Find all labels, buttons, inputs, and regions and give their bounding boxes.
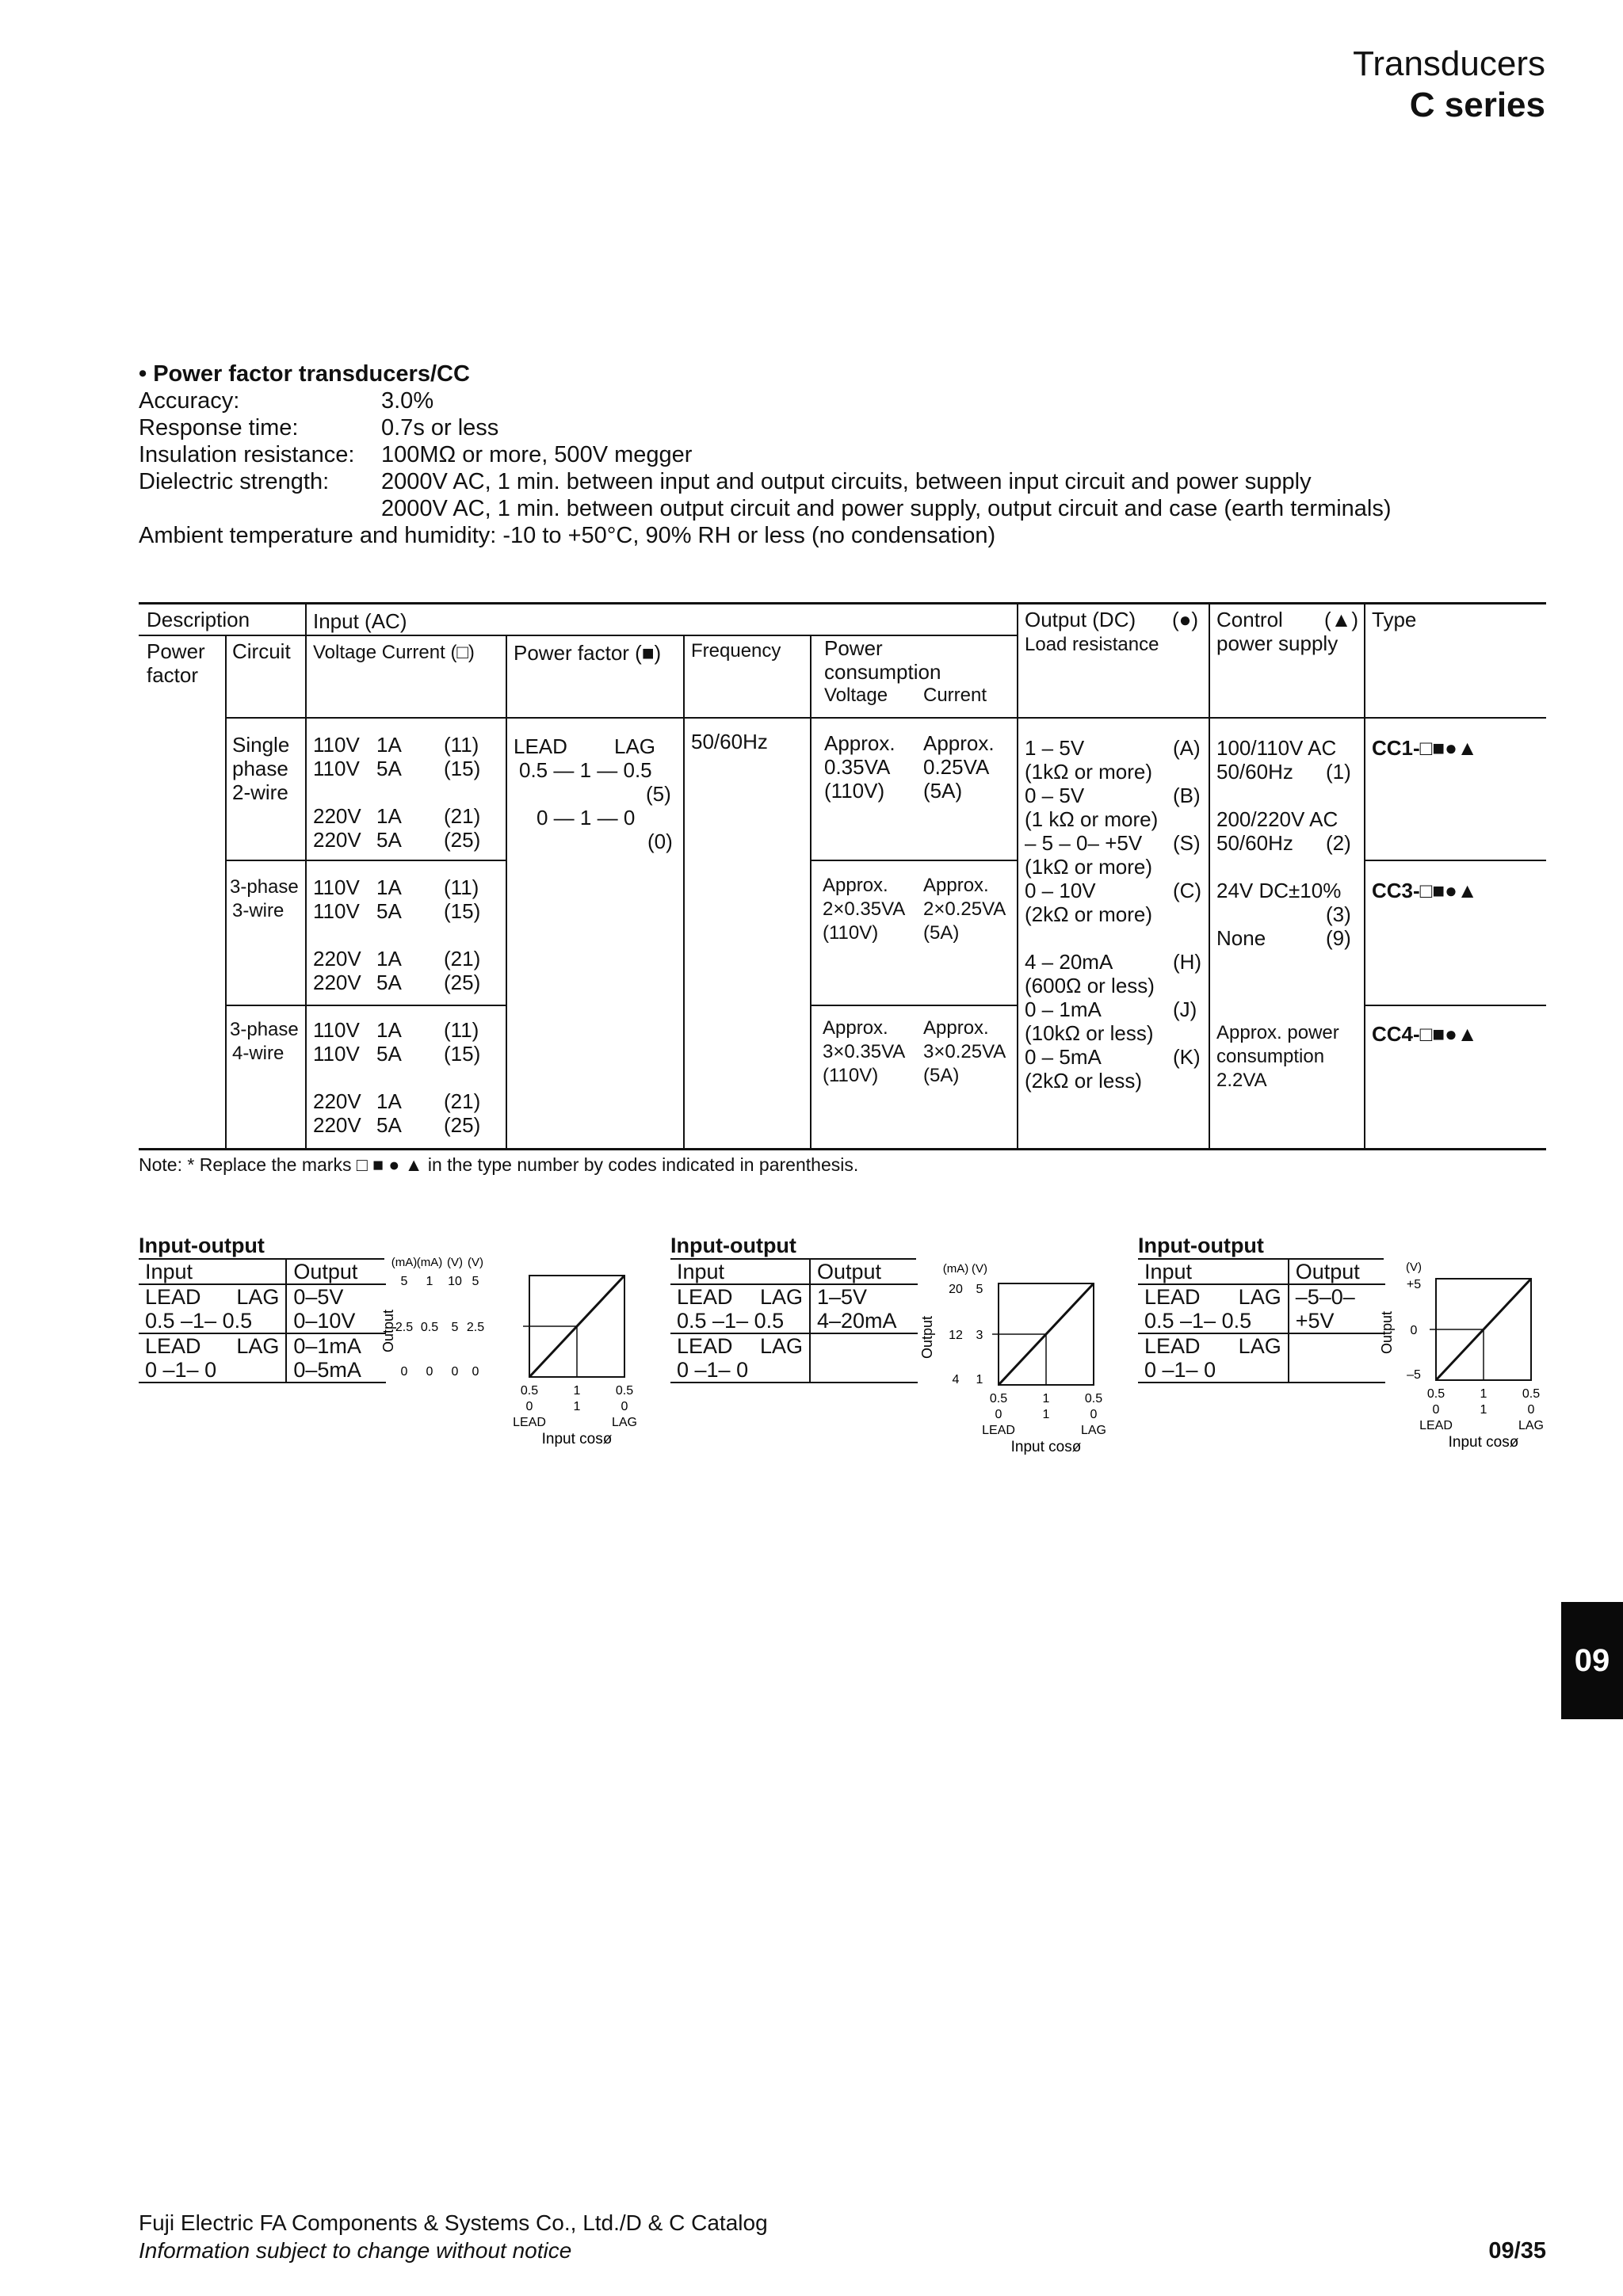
io-table-header (139, 1260, 386, 1284)
io-lead: LEAD (145, 1285, 201, 1309)
graph-tick-label: 5 (976, 1283, 983, 1296)
graph-unit-label: (mA) (391, 1256, 418, 1269)
io-graph-1 (380, 1255, 650, 1447)
vc-current: 1A (376, 733, 402, 757)
pc-cell: (5A) (923, 779, 963, 803)
graph-unit-label: (V) (447, 1256, 463, 1269)
spec-block (139, 360, 1565, 549)
io-input-cell: 0 –1– 0 (139, 1358, 286, 1383)
pf-range-1: 0.5 — 1 — 0.5 (519, 758, 652, 782)
vc-current: 5A (376, 1042, 402, 1066)
rule (810, 1005, 1017, 1006)
output-range: (1kΩ or more) (1025, 760, 1153, 784)
graph-unit-label: (mA) (416, 1256, 443, 1269)
graph-xlabel: Input cosø (1010, 1439, 1082, 1455)
pc-cell: Approx. (823, 875, 888, 896)
rule (506, 636, 507, 1148)
output-code: (C) (1173, 879, 1202, 902)
pf-lead: LEAD (514, 734, 567, 758)
graph-x-lead: LEAD (513, 1416, 546, 1429)
vc-current: 5A (376, 757, 402, 780)
control-code: (1) (1326, 760, 1351, 784)
header-series: C series (1409, 86, 1545, 124)
vc-current: 1A (376, 1089, 402, 1113)
page-number: 09/35 (1488, 2238, 1546, 2264)
th-power-supply: power supply (1216, 631, 1338, 655)
spec-value: 3.0% (381, 388, 434, 414)
vc-current: 1A (376, 947, 402, 971)
io-row (1138, 1358, 1385, 1383)
vc-code: (25) (444, 828, 481, 852)
th-pc-current: Current (923, 685, 987, 706)
graph-tick-label: 1 (976, 1373, 983, 1386)
spec-accuracy (139, 387, 1565, 414)
rule (1364, 860, 1546, 861)
rule (683, 636, 685, 1148)
vc-code: (15) (444, 757, 481, 780)
output-range: 4 – 20mA (1025, 950, 1113, 974)
pc-cell: (5A) (923, 922, 960, 944)
graph-ylabel: Output (1379, 1310, 1395, 1355)
pf-range-2: 0 — 1 — 0 (537, 806, 636, 830)
graph-xlabel: Input cosø (541, 1431, 613, 1447)
io-input-cell (1138, 1333, 1289, 1358)
output-range: 0 – 5mA (1025, 1045, 1102, 1069)
io-row (1138, 1309, 1385, 1333)
graph-x-lag: LAG (1518, 1419, 1545, 1432)
io-title: Input-output (1138, 1233, 1384, 1260)
io-graph-3 (1379, 1260, 1561, 1451)
graph-tick-label: 0 (451, 1365, 459, 1379)
circuit-name: phase (232, 757, 288, 780)
graph-tick-label: 3 (976, 1329, 983, 1342)
io-output-cell (1289, 1358, 1385, 1383)
vc-current: 1A (376, 875, 402, 899)
vc-code: (21) (444, 947, 481, 971)
io-output-cell: 0–10V (286, 1309, 386, 1333)
th-pc-voltage: Voltage (824, 685, 888, 706)
spec-response (139, 414, 1565, 441)
th-circuit: Circuit (232, 639, 291, 663)
graph-tick-label: 0 (400, 1365, 408, 1379)
graph-x-tick: 0.5 (615, 1384, 634, 1398)
graph-x-tick: 1 (1480, 1387, 1487, 1401)
graph-x-tick: 0.5 (1084, 1392, 1103, 1405)
io-row (670, 1309, 918, 1333)
vc-voltage: 110V (313, 757, 360, 780)
spec-label: Dielectric strength: (139, 469, 330, 494)
output-range: 0 – 1mA (1025, 997, 1102, 1021)
type-code: CC3-□■●▲ (1372, 879, 1478, 902)
graph-ylabel: Output (380, 1309, 396, 1353)
io-output-cell: 0–5V (293, 1285, 344, 1309)
vc-voltage: 220V (313, 971, 361, 994)
footer-company: Fuji Electric FA Components & Systems Co., Ltd./D & C Catalog (139, 2210, 768, 2235)
rule (225, 717, 1546, 719)
spec-value: 2000V AC, 1 min. between input and output circuits, between input circuit and power supply (381, 469, 1312, 494)
control-text: 24V DC±10% (1216, 879, 1342, 902)
rule (810, 636, 812, 1148)
graph-ylabel: Output (919, 1315, 935, 1360)
output-code: (H) (1173, 950, 1202, 974)
control-code: (9) (1326, 926, 1351, 950)
io-output-cell: 0–5mA (286, 1358, 386, 1383)
vc-code: (11) (444, 1018, 479, 1042)
io-title: Input-output (139, 1233, 384, 1260)
output-range: 0 – 10V (1025, 879, 1096, 902)
th-output-mark: (●) (1172, 608, 1199, 631)
rule (225, 1005, 506, 1006)
rule (225, 636, 227, 1148)
vc-voltage: 220V (313, 1089, 361, 1113)
io-lead: LEAD (677, 1285, 733, 1309)
vc-code: (25) (444, 971, 481, 994)
header-title: Transducers (1353, 44, 1545, 83)
io-output-cell (810, 1333, 918, 1358)
pc-cell: Approx. (923, 1017, 989, 1039)
io-lead: LEAD (1144, 1285, 1201, 1309)
th-voltage-current: Voltage Current (□) (313, 642, 475, 663)
output-range: (1kΩ or more) (1025, 855, 1153, 879)
vc-voltage: 220V (313, 804, 361, 828)
io-input-cell: 0.5 –1– 0.5 (1138, 1309, 1289, 1333)
io-lag: LAG (1238, 1334, 1281, 1358)
control-text: consumption (1216, 1046, 1325, 1067)
io-table-header (1138, 1260, 1385, 1284)
graph-unit-label: (V) (972, 1262, 987, 1276)
io-row (139, 1358, 386, 1383)
graph-x-tick: 0.5 (989, 1392, 1008, 1405)
output-code: (J) (1173, 997, 1197, 1021)
io-h-input: Input (670, 1260, 810, 1284)
vc-code: (15) (444, 1042, 481, 1066)
graph-tick-label: 2.5 (466, 1321, 485, 1334)
vc-current: 5A (376, 828, 402, 852)
graph-tick-label: 5 (472, 1275, 479, 1288)
io-row (139, 1309, 386, 1333)
spec-label: Response time: (139, 415, 299, 441)
spec-label: Insulation resistance: (139, 442, 355, 467)
io-title: Input-output (670, 1233, 916, 1260)
type-code: CC1-□■●▲ (1372, 736, 1478, 760)
io-row (670, 1333, 918, 1358)
pc-cell: 2×0.35VA (823, 898, 906, 920)
pc-cell: (110V) (823, 922, 879, 944)
spec-value: 0.7s or less (381, 415, 499, 441)
vc-code: (11) (444, 733, 479, 757)
vc-code: (15) (444, 899, 481, 923)
graph-tick-label: 5 (400, 1275, 408, 1288)
io-output-cell: –5–0– (1295, 1285, 1355, 1309)
output-code: (B) (1173, 784, 1201, 807)
io-lag: LAG (236, 1285, 280, 1309)
vc-code: (21) (444, 804, 481, 828)
graph-unit-label: (V) (1406, 1261, 1422, 1274)
io-row (1138, 1333, 1385, 1358)
graph-x-tick: 0.5 (1426, 1387, 1445, 1401)
th-input-ac: Input (AC) (313, 609, 407, 633)
rule (810, 860, 1017, 861)
vc-code: (21) (444, 1089, 481, 1113)
io-h-output: Output (286, 1260, 386, 1284)
control-text: 2.2VA (1216, 1070, 1267, 1091)
io-row (139, 1284, 386, 1309)
graph-xlabel: Input cosø (1448, 1434, 1519, 1451)
circuit-name: 2-wire (232, 780, 288, 804)
output-range: 0 – 5V (1025, 784, 1085, 807)
circuit-name: Single (232, 733, 290, 757)
control-text: Approx. power (1216, 1022, 1339, 1043)
graph-x-tick: 0 (995, 1408, 1002, 1421)
rule (1209, 605, 1210, 1148)
io-output-cell: 1–5V (816, 1285, 868, 1309)
footer-notice: Information subject to change without notice (139, 2238, 572, 2263)
pc-cell: (5A) (923, 1065, 960, 1086)
graph-x-tick: 0 (525, 1400, 533, 1413)
io-lead: LEAD (1144, 1334, 1201, 1358)
graph-tick-label: 5 (451, 1321, 459, 1334)
pc-cell: 2×0.25VA (923, 898, 1006, 920)
io-table (670, 1260, 918, 1383)
vc-voltage: 110V (313, 1042, 360, 1066)
io-table (1138, 1260, 1385, 1383)
th-control: Control (1216, 608, 1283, 631)
control-code: (2) (1326, 831, 1351, 855)
graph-x-lag: LAG (1080, 1424, 1107, 1437)
section-title-text: Power factor transducers/CC (153, 361, 470, 387)
output-range: 1 – 5V (1025, 736, 1085, 760)
control-text: 50/60Hz (1216, 760, 1293, 784)
th-type: Type (1372, 608, 1417, 631)
output-range: (10kΩ or less) (1025, 1021, 1154, 1045)
circuit-name: 4-wire (232, 1043, 285, 1064)
th-description: Description (147, 608, 250, 631)
vc-voltage: 220V (313, 1113, 361, 1137)
spec-table (139, 602, 1546, 1150)
output-range: (2kΩ or more) (1025, 902, 1153, 926)
graph-x-tick: 0 (621, 1400, 628, 1413)
output-code: (S) (1173, 831, 1201, 855)
io-input-cell (1138, 1284, 1289, 1309)
io-lag: LAG (759, 1285, 803, 1309)
pc-cell: 3×0.25VA (923, 1041, 1006, 1062)
vc-current: 1A (376, 1018, 402, 1042)
io-input-cell (139, 1333, 286, 1358)
pc-cell: Approx. (823, 1017, 888, 1039)
graph-x-tick: 0.5 (520, 1384, 539, 1398)
graph-tick-label: –5 (1407, 1368, 1421, 1382)
graph-tick-label: 20 (949, 1283, 963, 1296)
vc-current: 5A (376, 899, 402, 923)
th-power: Power (147, 639, 205, 663)
spec-dielectric-2 (139, 495, 1565, 522)
graph-x-tick: 1 (573, 1400, 581, 1413)
graph-x-lag: LAG (611, 1416, 638, 1429)
io-lead: LEAD (145, 1334, 201, 1358)
io-graph-2 (919, 1260, 1125, 1455)
circuit-name: 3-wire (232, 900, 285, 921)
pc-cell: 0.35VA (824, 755, 891, 779)
spec-value: 2000V AC, 1 min. between output circuit and power supply, output circuit and case (earth terminals) (381, 496, 1392, 521)
spec-value: 100MΩ or more, 500V megger (381, 442, 693, 467)
pc-cell: 3×0.35VA (823, 1041, 906, 1062)
output-range: (600Ω or less) (1025, 974, 1155, 997)
pc-cell: 0.25VA (923, 755, 990, 779)
table-note: Note: * Replace the marks □ ■ ● ▲ in the type number by codes indicated in parenthesis. (139, 1154, 859, 1175)
io-output-cell: +5V (1289, 1309, 1385, 1333)
io-lag: LAG (1238, 1285, 1281, 1309)
vc-code: (25) (444, 1113, 481, 1137)
graph-x-lead: LEAD (1419, 1419, 1453, 1432)
pc-cell: Approx. (824, 731, 896, 755)
graph-tick-label: 4 (952, 1373, 960, 1386)
pc-cell: (110V) (823, 1065, 879, 1086)
graph-tick-label: 0 (472, 1365, 479, 1379)
io-row (670, 1284, 918, 1309)
vc-voltage: 110V (313, 875, 360, 899)
io-input-cell: 0 –1– 0 (670, 1358, 810, 1383)
graph-unit-label: (V) (468, 1256, 483, 1269)
io-row (1138, 1284, 1385, 1309)
rule (1017, 605, 1018, 1148)
output-range: (2kΩ or less) (1025, 1069, 1143, 1093)
vc-current: 5A (376, 971, 402, 994)
io-lag: LAG (236, 1334, 280, 1358)
graph-tick-label: 0 (1410, 1324, 1418, 1337)
graph-tick-label: 2.5 (395, 1321, 414, 1334)
vc-voltage: 110V (313, 733, 360, 757)
io-output-cell: 0–1mA (293, 1334, 361, 1358)
io-lag: LAG (759, 1334, 803, 1358)
vc-code: (11) (444, 875, 479, 899)
spec-label: Accuracy: (139, 388, 240, 414)
io-lead: LEAD (677, 1334, 733, 1358)
pf-code-2: (0) (647, 830, 673, 853)
pf-code-1: (5) (646, 782, 671, 806)
output-code: (A) (1173, 736, 1201, 760)
type-code: CC4-□■●▲ (1372, 1022, 1478, 1046)
rule (139, 635, 1017, 636)
graph-tick-label: +5 (1406, 1278, 1422, 1291)
rule (305, 605, 307, 1148)
output-range: (1 kΩ or more) (1025, 807, 1159, 831)
pc-cell: Approx. (923, 875, 989, 896)
io-input-cell: 0 –1– 0 (1138, 1358, 1289, 1383)
io-output-cell (1289, 1333, 1385, 1358)
graph-tick-label: 1 (426, 1275, 433, 1288)
io-input-cell: 0.5 –1– 0.5 (670, 1309, 810, 1333)
vc-current: 1A (376, 804, 402, 828)
control-text: 50/60Hz (1216, 831, 1293, 855)
io-table (139, 1260, 386, 1383)
vc-voltage: 110V (313, 1018, 360, 1042)
graph-x-tick: 1 (1042, 1408, 1050, 1421)
io-table-header (670, 1260, 918, 1284)
pc-cell: Approx. (923, 731, 995, 755)
graph-x-tick: 0.5 (1522, 1387, 1541, 1401)
th-power-consumption: Power (824, 636, 883, 660)
rule (225, 860, 506, 861)
io-h-output: Output (810, 1260, 918, 1284)
io-input-cell (139, 1284, 286, 1309)
th-factor: factor (147, 663, 199, 687)
vc-voltage: 110V (313, 899, 360, 923)
vc-current: 5A (376, 1113, 402, 1137)
control-text: None (1216, 926, 1266, 950)
graph-x-lead: LEAD (982, 1424, 1015, 1437)
frequency-value: 50/60Hz (691, 730, 768, 753)
graph-tick-label: 12 (949, 1329, 963, 1342)
graph-tick-label: 10 (448, 1275, 462, 1288)
rule (1364, 605, 1365, 1148)
io-block-2 (670, 1233, 918, 1383)
io-output-cell (810, 1358, 918, 1383)
spec-insulation (139, 441, 1565, 468)
th-power-factor: Power factor (■) (514, 641, 662, 665)
vc-voltage: 220V (313, 947, 361, 971)
graph-x-tick: 0 (1090, 1408, 1098, 1421)
graph-x-tick: 0 (1527, 1403, 1535, 1417)
io-input-cell: 0.5 –1– 0.5 (139, 1309, 286, 1333)
graph-x-tick: 1 (1042, 1392, 1050, 1405)
th-load-resistance: Load resistance (1025, 634, 1159, 655)
graph-x-tick: 0 (1432, 1403, 1440, 1417)
section-tab: 09 (1561, 1602, 1623, 1719)
graph-x-tick: 1 (1480, 1403, 1487, 1417)
output-range: – 5 – 0– +5V (1025, 831, 1143, 855)
io-block-1 (139, 1233, 386, 1383)
io-h-input: Input (139, 1260, 286, 1284)
io-output-cell: 4–20mA (810, 1309, 918, 1333)
circuit-name: 3-phase (230, 876, 299, 898)
section-title: • Power factor transducers/CC (139, 361, 470, 387)
io-h-output: Output (1289, 1260, 1385, 1284)
th-power-consumption-2: consumption (824, 660, 941, 684)
io-input-cell (670, 1333, 810, 1358)
th-control-mark: (▲) (1324, 608, 1359, 631)
graph-tick-label: 0 (426, 1365, 433, 1379)
io-h-input: Input (1138, 1260, 1289, 1284)
io-block-3 (1138, 1233, 1385, 1383)
io-input-cell (670, 1284, 810, 1309)
th-frequency: Frequency (691, 640, 781, 662)
control-text: 100/110V AC (1216, 736, 1337, 760)
rule (1364, 1005, 1546, 1006)
spec-dielectric (139, 468, 1565, 495)
io-row (139, 1333, 386, 1358)
control-code: (3) (1326, 902, 1351, 926)
graph-tick-label: 0.5 (420, 1321, 439, 1334)
output-code: (K) (1173, 1045, 1201, 1069)
vc-voltage: 220V (313, 828, 361, 852)
control-text: 200/220V AC (1216, 807, 1338, 831)
circuit-name: 3-phase (230, 1019, 299, 1040)
io-row (670, 1358, 918, 1383)
th-output-dc: Output (DC) (1025, 608, 1136, 631)
spec-label-empty (139, 495, 381, 522)
pc-cell: (110V) (824, 779, 885, 803)
graph-unit-label: (mA) (942, 1262, 969, 1276)
spec-ambient: Ambient temperature and humidity: -10 to +50°C, 90% RH or less (no condensation) (139, 523, 996, 548)
graph-x-tick: 1 (573, 1384, 581, 1398)
pf-lag: LAG (614, 734, 656, 758)
